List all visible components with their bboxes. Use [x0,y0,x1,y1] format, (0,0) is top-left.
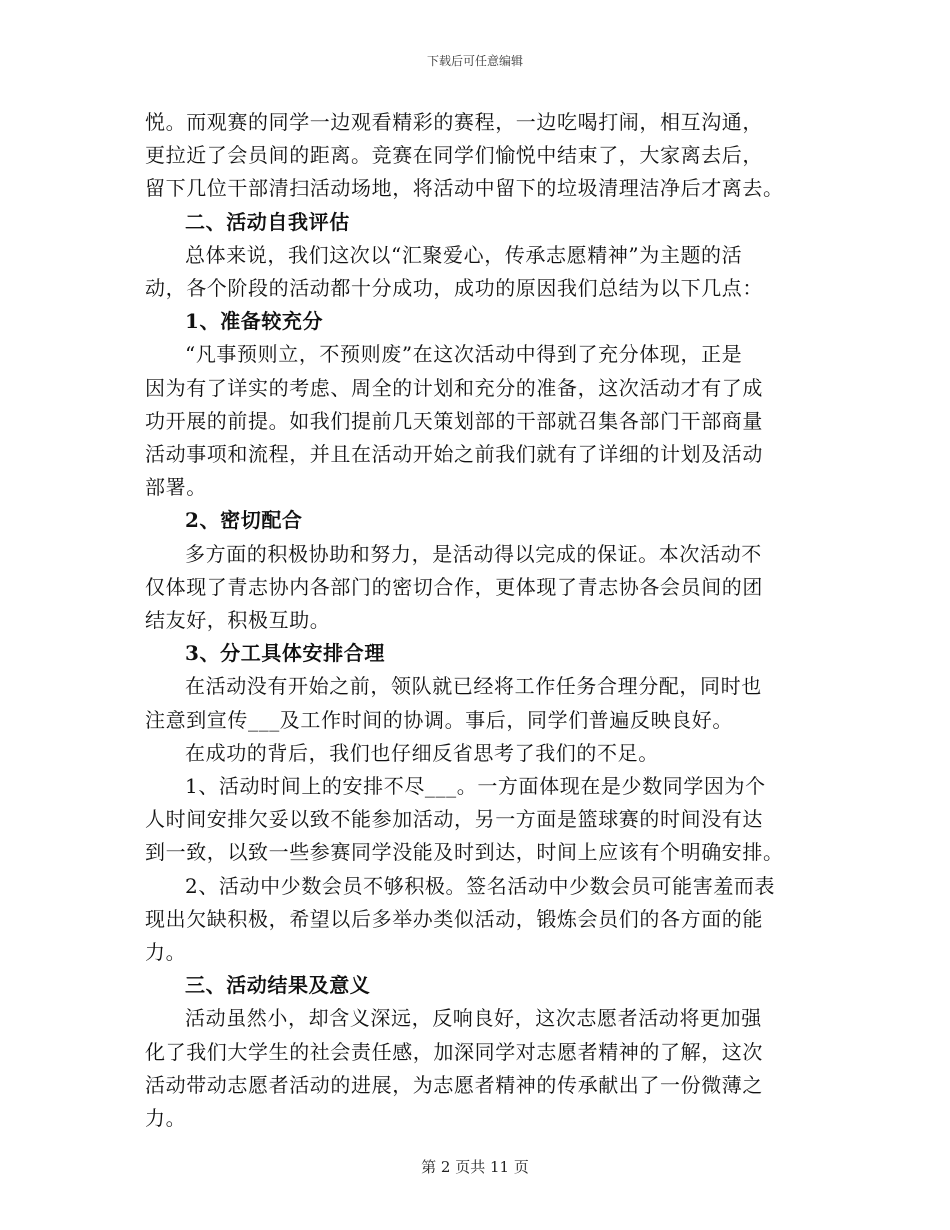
page-footer: 第 2 页共 11 页 [421,1158,529,1176]
text-line: 活动虽然小，却含义深远，反响良好，这次志愿者活动将更加强 [185,1006,762,1031]
page-header: 下载后可任意编辑 [426,54,523,68]
text-line: 力。 [145,940,187,965]
text-line: 化了我们大学生的社会责任感，加深同学对志愿者精神的了解，这次 [145,1039,763,1064]
text-line: 到一致，以致一些参赛同学没能及时到达，时间上应该有个明确安排。 [145,840,784,865]
text-line: 因为有了详实的考虑、周全的计划和充分的准备，这次活动才有了成 [145,375,763,400]
text-line: 总体来说，我们这次以“汇聚爱心，传承志愿精神”为主题的活 [185,242,743,267]
text-line: 2、活动中少数会员不够积极。签名活动中少数会员可能害羞而表 [185,873,776,898]
section-heading: 2、密切配合 [185,508,303,533]
text-line: 结友好，积极互助。 [145,608,331,633]
text-line: 动，各个阶段的活动都十分成功，成功的原因我们总结为以下几点： [145,276,763,301]
text-line: 更拉近了会员间的距离。竞赛在同学们愉悦中结束了，大家离去后， [145,143,763,168]
document-body [145,106,815,1135]
section-heading: 3、分工具体安排合理 [185,641,385,666]
text-line: 1、活动时间上的安排不尽___。一方面体现在是少数同学因为个 [185,774,766,799]
text-line: 注意到宣传___及工作时间的协调。事后，同学们普遍反映良好。 [145,707,733,732]
text-line: 现出欠缺积极，希望以后多举办类似活动，锻炼会员们的各方面的能 [145,906,763,931]
text-line: 留下几位干部清扫活动场地，将活动中留下的垃圾清理洁净后才离去。 [145,176,784,201]
text-line: 功开展的前提。如我们提前几天策划部的干部就召集各部门干部商量 [145,408,763,433]
text-line: 多方面的积极协助和努力，是活动得以完成的保证。本次活动不 [185,541,762,566]
text-line: 部署。 [145,475,207,500]
text-line: 力。 [145,1106,187,1131]
text-line: “凡事预则立，不预则废”在这次活动中得到了充分体现，正是 [185,342,743,367]
text-line: 仅体现了青志协内各部门的密切合作，更体现了青志协各会员间的团 [145,574,763,599]
section-heading: 三、活动结果及意义 [185,973,371,998]
text-line: 人时间安排欠妥以致不能参加活动，另一方面是篮球赛的时间没有达 [145,807,763,832]
section-heading: 1、准备较充分 [185,309,324,334]
text-line: 在活动没有开始之前，领队就已经将工作任务合理分配，同时也 [185,674,762,699]
text-line: 悦。而观赛的同学一边观看精彩的赛程，一边吃喝打闹，相互沟通， [145,110,763,134]
text-line: 在成功的背后，我们也仔细反省思考了我们的不足。 [185,740,659,765]
section-heading: 二、活动自我评估 [185,209,350,234]
text-line: 活动事项和流程，并且在活动开始之前我们就有了详细的计划及活动 [145,442,763,467]
text-line: 活动带动志愿者活动的进展，为志愿者精神的传承献出了一份微薄之 [145,1072,763,1097]
